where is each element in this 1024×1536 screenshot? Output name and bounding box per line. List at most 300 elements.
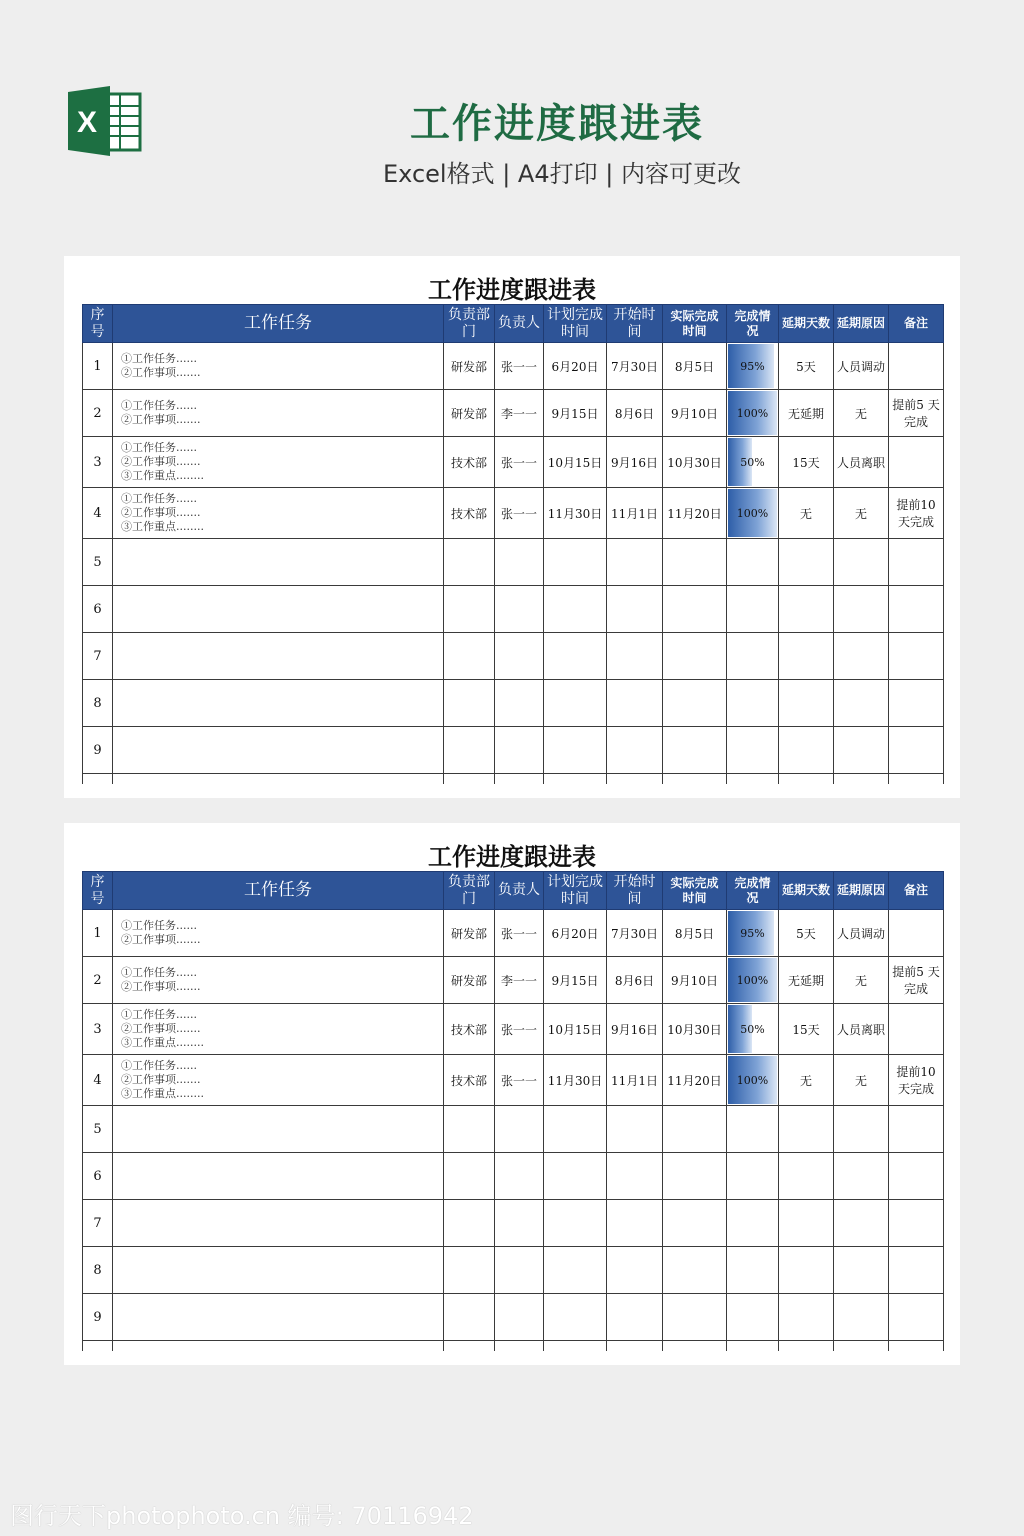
table-row (83, 343, 944, 390)
start-date-cell[interactable]: 9月16日 (607, 437, 663, 488)
note-cell[interactable] (889, 680, 944, 727)
seq-cell[interactable]: 6 (83, 1153, 113, 1200)
plan-date-cell[interactable] (544, 1294, 607, 1341)
empty-cell (83, 774, 113, 784)
delay-reason-cell[interactable]: 人员离职 (834, 1004, 889, 1055)
delay-reason-cell[interactable] (834, 727, 889, 774)
task-header: 工作任务 (113, 872, 444, 910)
start-date-cell[interactable]: 8月6日 (607, 957, 663, 1004)
task-line: ②工作事项....... (121, 1073, 201, 1086)
plan-date-cell[interactable]: 11月30日 (544, 1055, 607, 1106)
empty-cell (607, 1341, 663, 1351)
start-date-cell[interactable]: 8月6日 (607, 390, 663, 437)
delay-reason-cell[interactable] (834, 1153, 889, 1200)
table-row (83, 1294, 944, 1341)
start-date-header: 开始时间 (607, 872, 663, 910)
note-cell[interactable] (889, 437, 944, 488)
plan-date-cell[interactable] (544, 680, 607, 727)
task-cell[interactable] (113, 343, 444, 390)
table-row (83, 1004, 944, 1055)
actual-date-cell[interactable]: 10月30日 (663, 437, 727, 488)
table-row (83, 910, 944, 957)
task-cell[interactable] (113, 437, 444, 488)
owner-cell[interactable]: 张一一 (495, 910, 544, 957)
actual-date-cell[interactable] (663, 633, 727, 680)
actual-date-cell[interactable]: 11月20日 (663, 1055, 727, 1106)
note-cell[interactable] (889, 1106, 944, 1153)
seq-cell[interactable]: 1 (83, 343, 113, 390)
task-cell[interactable] (113, 488, 444, 539)
owner-cell[interactable]: 张一一 (495, 488, 544, 539)
task-line: ①工作任务...... (121, 492, 197, 505)
dept-cell[interactable]: 技术部 (444, 488, 495, 539)
task-line: ②工作事项....... (121, 366, 201, 379)
delay-days-cell[interactable] (779, 727, 834, 774)
progress-text: 95% (740, 360, 765, 373)
task-line: ①工作任务...... (121, 966, 197, 979)
owner-cell[interactable] (495, 1153, 544, 1200)
delay-days-cell[interactable]: 5天 (779, 343, 834, 390)
seq-cell[interactable]: 5 (83, 1106, 113, 1153)
progress-table (82, 871, 944, 1351)
excel-logo-letter: X (76, 106, 98, 139)
owner-cell[interactable]: 张一一 (495, 343, 544, 390)
progress-cell[interactable] (727, 343, 779, 390)
dept-cell[interactable] (444, 680, 495, 727)
progress-text: 100% (736, 974, 769, 987)
dept-cell[interactable] (444, 1200, 495, 1247)
dept-cell[interactable]: 技术部 (444, 437, 495, 488)
seq-header: 序号 (83, 305, 113, 343)
delay-reason-cell[interactable]: 无 (834, 957, 889, 1004)
note-cell[interactable]: 提前10天完成 (889, 488, 944, 539)
actual-date-cell[interactable] (663, 586, 727, 633)
dept-cell[interactable] (444, 586, 495, 633)
progress-cell[interactable] (727, 633, 779, 680)
seq-cell[interactable]: 9 (83, 1294, 113, 1341)
table-row (83, 488, 944, 539)
start-date-cell[interactable]: 9月16日 (607, 1004, 663, 1055)
dept-cell[interactable]: 研发部 (444, 910, 495, 957)
owner-cell[interactable] (495, 727, 544, 774)
start-date-cell[interactable] (607, 727, 663, 774)
task-line: ①工作任务...... (121, 399, 197, 412)
actual-date-cell[interactable] (663, 727, 727, 774)
seq-cell[interactable]: 3 (83, 437, 113, 488)
progress-cell[interactable] (727, 1004, 779, 1055)
delay-days-cell[interactable] (779, 680, 834, 727)
note-cell[interactable] (889, 586, 944, 633)
task-line: ③工作重点........ (121, 1087, 204, 1100)
task-line: ①工作任务...... (121, 1059, 197, 1072)
empty-cell (834, 1341, 889, 1351)
owner-cell[interactable] (495, 680, 544, 727)
task-cell[interactable] (113, 1004, 444, 1055)
plan-date-cell[interactable]: 6月20日 (544, 343, 607, 390)
start-date-cell[interactable] (607, 1247, 663, 1294)
delay-days-cell[interactable]: 5天 (779, 910, 834, 957)
owner-cell[interactable] (495, 1106, 544, 1153)
note-cell[interactable] (889, 1200, 944, 1247)
actual-date-cell[interactable]: 9月10日 (663, 957, 727, 1004)
note-cell[interactable] (889, 343, 944, 390)
note-cell[interactable] (889, 1247, 944, 1294)
delay-reason-cell[interactable] (834, 1247, 889, 1294)
seq-cell[interactable]: 4 (83, 488, 113, 539)
dept-header: 负责部门 (444, 872, 495, 910)
empty-cell (83, 1341, 113, 1351)
start-date-cell[interactable]: 11月1日 (607, 1055, 663, 1106)
progress-cell[interactable] (727, 390, 779, 437)
table-row (83, 1247, 944, 1294)
note-cell[interactable] (889, 910, 944, 957)
task-line: ③工作重点........ (121, 469, 204, 482)
watermark-text: 图行天下photophoto.cn 编号: 70116942 (10, 1502, 474, 1530)
seq-cell[interactable]: 2 (83, 957, 113, 1004)
table-row (83, 586, 944, 633)
start-date-cell[interactable] (607, 539, 663, 586)
task-cell[interactable] (113, 390, 444, 437)
owner-cell[interactable] (495, 539, 544, 586)
start-date-cell[interactable] (607, 680, 663, 727)
plan-date-cell[interactable]: 11月30日 (544, 488, 607, 539)
actual-date-cell[interactable] (663, 1294, 727, 1341)
start-date-cell[interactable] (607, 1294, 663, 1341)
task-line: ①工作任务...... (121, 1008, 197, 1021)
dept-cell[interactable] (444, 539, 495, 586)
plan-date-header: 计划完成时间 (544, 872, 607, 910)
delay-reason-header: 延期原因 (834, 872, 889, 910)
progress-cell[interactable] (727, 727, 779, 774)
table-header-row (83, 872, 944, 910)
task-cell[interactable] (113, 1106, 444, 1153)
owner-header: 负责人 (495, 872, 544, 910)
note-header: 备注 (889, 872, 944, 910)
table-row (83, 680, 944, 727)
owner-cell[interactable]: 李一一 (495, 957, 544, 1004)
task-cell[interactable] (113, 633, 444, 680)
progress-cell[interactable] (727, 539, 779, 586)
sheet-title: 工作进度跟进表 (428, 276, 596, 304)
task-line: ①工作任务...... (121, 352, 197, 365)
actual-date-cell[interactable] (663, 539, 727, 586)
progress-cell[interactable] (727, 1247, 779, 1294)
task-header: 工作任务 (113, 305, 444, 343)
start-date-cell[interactable] (607, 1200, 663, 1247)
sheet-title: 工作进度跟进表 (428, 843, 596, 871)
delay-days-cell[interactable] (779, 1294, 834, 1341)
table-row-partial (83, 774, 944, 784)
table-row (83, 633, 944, 680)
delay-days-cell[interactable] (779, 1106, 834, 1153)
dept-cell[interactable]: 研发部 (444, 343, 495, 390)
delay-reason-cell[interactable]: 无 (834, 488, 889, 539)
task-line: ③工作重点........ (121, 1036, 204, 1049)
plan-date-cell[interactable] (544, 539, 607, 586)
delay-reason-cell[interactable] (834, 586, 889, 633)
table-row (83, 390, 944, 437)
empty-cell (727, 774, 779, 784)
empty-cell (113, 774, 444, 784)
dept-cell[interactable] (444, 1294, 495, 1341)
start-date-cell[interactable]: 7月30日 (607, 343, 663, 390)
owner-cell[interactable] (495, 1247, 544, 1294)
progress-cell[interactable] (727, 1055, 779, 1106)
dept-cell[interactable] (444, 633, 495, 680)
table-row (83, 437, 944, 488)
owner-cell[interactable] (495, 1294, 544, 1341)
delay-days-header: 延期天数 (779, 305, 834, 343)
empty-cell (495, 1341, 544, 1351)
empty-cell (663, 1341, 727, 1351)
plan-date-cell[interactable]: 10月15日 (544, 1004, 607, 1055)
plan-date-cell[interactable] (544, 1153, 607, 1200)
seq-cell[interactable]: 8 (83, 1247, 113, 1294)
task-cell[interactable] (113, 1200, 444, 1247)
plan-date-cell[interactable] (544, 1200, 607, 1247)
progress-cell[interactable] (727, 910, 779, 957)
delay-days-cell[interactable]: 15天 (779, 1004, 834, 1055)
delay-days-cell[interactable] (779, 539, 834, 586)
actual-date-cell[interactable]: 9月10日 (663, 390, 727, 437)
progress-cell[interactable] (727, 1294, 779, 1341)
note-cell[interactable] (889, 1153, 944, 1200)
seq-cell[interactable]: 6 (83, 586, 113, 633)
dept-cell[interactable] (444, 1153, 495, 1200)
note-cell[interactable]: 提前10天完成 (889, 1055, 944, 1106)
delay-reason-cell[interactable] (834, 1200, 889, 1247)
actual-date-cell[interactable] (663, 1200, 727, 1247)
actual-date-cell[interactable]: 8月5日 (663, 343, 727, 390)
delay-reason-cell[interactable] (834, 1106, 889, 1153)
plan-date-cell[interactable] (544, 1106, 607, 1153)
start-date-cell[interactable] (607, 1106, 663, 1153)
actual-date-header: 实际完成时间 (663, 305, 727, 343)
progress-cell[interactable] (727, 1106, 779, 1153)
actual-date-header: 实际完成时间 (663, 872, 727, 910)
actual-date-cell[interactable]: 11月20日 (663, 488, 727, 539)
progress-table (82, 304, 944, 784)
progress-cell[interactable] (727, 586, 779, 633)
delay-days-header: 延期天数 (779, 872, 834, 910)
seq-cell[interactable]: 8 (83, 680, 113, 727)
table-row (83, 539, 944, 586)
progress-header: 完成情况 (727, 305, 779, 343)
delay-days-cell[interactable] (779, 1153, 834, 1200)
progress-text: 50% (740, 456, 765, 469)
delay-reason-cell[interactable]: 无 (834, 1055, 889, 1106)
empty-cell (113, 1341, 444, 1351)
dept-header: 负责部门 (444, 305, 495, 343)
delay-days-cell[interactable] (779, 1200, 834, 1247)
task-cell[interactable] (113, 1294, 444, 1341)
task-cell[interactable] (113, 680, 444, 727)
delay-reason-header: 延期原因 (834, 305, 889, 343)
owner-cell[interactable]: 张一一 (495, 437, 544, 488)
empty-cell (834, 774, 889, 784)
task-line: ①工作任务...... (121, 919, 197, 932)
task-line: ②工作事项....... (121, 413, 201, 426)
delay-days-cell[interactable]: 无延期 (779, 390, 834, 437)
sheet-preview-2 (64, 823, 960, 1365)
note-cell[interactable] (889, 1004, 944, 1055)
note-cell[interactable] (889, 539, 944, 586)
progress-cell[interactable] (727, 680, 779, 727)
empty-cell (663, 774, 727, 784)
actual-date-cell[interactable] (663, 680, 727, 727)
delay-days-cell[interactable]: 无 (779, 1055, 834, 1106)
sheet-preview-1 (64, 256, 960, 798)
page-title: 工作进度跟进表 (410, 101, 704, 147)
empty-cell (544, 774, 607, 784)
task-cell[interactable] (113, 586, 444, 633)
progress-cell[interactable] (727, 957, 779, 1004)
dept-cell[interactable] (444, 727, 495, 774)
progress-cell[interactable] (727, 488, 779, 539)
delay-reason-cell[interactable] (834, 539, 889, 586)
empty-cell (544, 1341, 607, 1351)
delay-reason-cell[interactable] (834, 1294, 889, 1341)
progress-text: 100% (736, 407, 769, 420)
note-cell[interactable]: 提前5 天完成 (889, 957, 944, 1004)
dept-cell[interactable]: 研发部 (444, 957, 495, 1004)
task-cell[interactable] (113, 1247, 444, 1294)
plan-date-cell[interactable] (544, 633, 607, 680)
seq-cell[interactable]: 9 (83, 727, 113, 774)
task-cell[interactable] (113, 910, 444, 957)
table-row (83, 1055, 944, 1106)
task-cell[interactable] (113, 957, 444, 1004)
page-subtitle: Excel格式 | A4打印 | 内容可更改 (383, 160, 741, 188)
progress-cell[interactable] (727, 1153, 779, 1200)
note-cell[interactable] (889, 633, 944, 680)
seq-header: 序号 (83, 872, 113, 910)
plan-date-cell[interactable]: 10月15日 (544, 437, 607, 488)
task-line: ②工作事项....... (121, 1022, 201, 1035)
delay-days-cell[interactable]: 无 (779, 488, 834, 539)
note-cell[interactable] (889, 1294, 944, 1341)
task-line: ①工作任务...... (121, 441, 197, 454)
empty-cell (779, 774, 834, 784)
progress-text: 100% (736, 1074, 769, 1087)
note-header: 备注 (889, 305, 944, 343)
empty-cell (607, 774, 663, 784)
table-row (83, 1200, 944, 1247)
dept-cell[interactable] (444, 1247, 495, 1294)
actual-date-cell[interactable]: 8月5日 (663, 910, 727, 957)
dept-cell[interactable]: 技术部 (444, 1004, 495, 1055)
owner-cell[interactable] (495, 1200, 544, 1247)
seq-cell[interactable]: 5 (83, 539, 113, 586)
plan-date-cell[interactable] (544, 727, 607, 774)
empty-cell (444, 774, 495, 784)
table-row (83, 1106, 944, 1153)
actual-date-cell[interactable] (663, 1106, 727, 1153)
table-row (83, 1153, 944, 1200)
start-date-cell[interactable]: 11月1日 (607, 488, 663, 539)
seq-cell[interactable]: 7 (83, 1200, 113, 1247)
start-date-cell[interactable] (607, 633, 663, 680)
table-row (83, 727, 944, 774)
task-line: ③工作重点........ (121, 520, 204, 533)
actual-date-cell[interactable] (663, 1247, 727, 1294)
start-date-cell[interactable] (607, 586, 663, 633)
note-cell[interactable] (889, 727, 944, 774)
progress-text: 95% (740, 927, 765, 940)
delay-days-cell[interactable] (779, 586, 834, 633)
empty-cell (495, 774, 544, 784)
seq-cell[interactable]: 4 (83, 1055, 113, 1106)
delay-days-cell[interactable]: 无延期 (779, 957, 834, 1004)
seq-cell[interactable]: 7 (83, 633, 113, 680)
empty-cell (889, 774, 944, 784)
delay-days-cell[interactable] (779, 1247, 834, 1294)
dept-cell[interactable]: 研发部 (444, 390, 495, 437)
task-line: ②工作事项....... (121, 455, 201, 468)
task-line: ②工作事项....... (121, 980, 201, 993)
task-cell[interactable] (113, 539, 444, 586)
owner-cell[interactable]: 张一一 (495, 1004, 544, 1055)
start-date-header: 开始时间 (607, 305, 663, 343)
progress-text: 100% (736, 507, 769, 520)
plan-date-cell[interactable]: 9月15日 (544, 957, 607, 1004)
dept-cell[interactable]: 技术部 (444, 1055, 495, 1106)
progress-text: 50% (740, 1023, 765, 1036)
delay-reason-cell[interactable]: 人员调动 (834, 343, 889, 390)
plan-date-cell[interactable] (544, 586, 607, 633)
seq-cell[interactable]: 1 (83, 910, 113, 957)
dept-cell[interactable] (444, 1106, 495, 1153)
task-cell[interactable] (113, 1055, 444, 1106)
task-cell[interactable] (113, 727, 444, 774)
plan-date-cell[interactable]: 9月15日 (544, 390, 607, 437)
progress-cell[interactable] (727, 1200, 779, 1247)
progress-header: 完成情况 (727, 872, 779, 910)
table-row-partial (83, 1341, 944, 1351)
task-line: ②工作事项....... (121, 506, 201, 519)
owner-cell[interactable]: 李一一 (495, 390, 544, 437)
start-date-cell[interactable] (607, 1153, 663, 1200)
plan-date-cell[interactable]: 6月20日 (544, 910, 607, 957)
delay-reason-cell[interactable] (834, 680, 889, 727)
plan-date-header: 计划完成时间 (544, 305, 607, 343)
progress-cell[interactable] (727, 437, 779, 488)
seq-cell[interactable]: 2 (83, 390, 113, 437)
table-row (83, 957, 944, 1004)
empty-cell (889, 1341, 944, 1351)
actual-date-cell[interactable] (663, 1153, 727, 1200)
delay-reason-cell[interactable]: 人员调动 (834, 910, 889, 957)
delay-days-cell[interactable] (779, 633, 834, 680)
delay-reason-cell[interactable]: 无 (834, 390, 889, 437)
owner-cell[interactable] (495, 633, 544, 680)
delay-days-cell[interactable]: 15天 (779, 437, 834, 488)
delay-reason-cell[interactable] (834, 633, 889, 680)
owner-cell[interactable]: 张一一 (495, 1055, 544, 1106)
empty-cell (444, 1341, 495, 1351)
plan-date-cell[interactable] (544, 1247, 607, 1294)
owner-header: 负责人 (495, 305, 544, 343)
start-date-cell[interactable]: 7月30日 (607, 910, 663, 957)
table-header-row (83, 305, 944, 343)
task-cell[interactable] (113, 1153, 444, 1200)
delay-reason-cell[interactable]: 人员离职 (834, 437, 889, 488)
seq-cell[interactable]: 3 (83, 1004, 113, 1055)
actual-date-cell[interactable]: 10月30日 (663, 1004, 727, 1055)
note-cell[interactable]: 提前5 天完成 (889, 390, 944, 437)
owner-cell[interactable] (495, 586, 544, 633)
task-line: ②工作事项....... (121, 933, 201, 946)
